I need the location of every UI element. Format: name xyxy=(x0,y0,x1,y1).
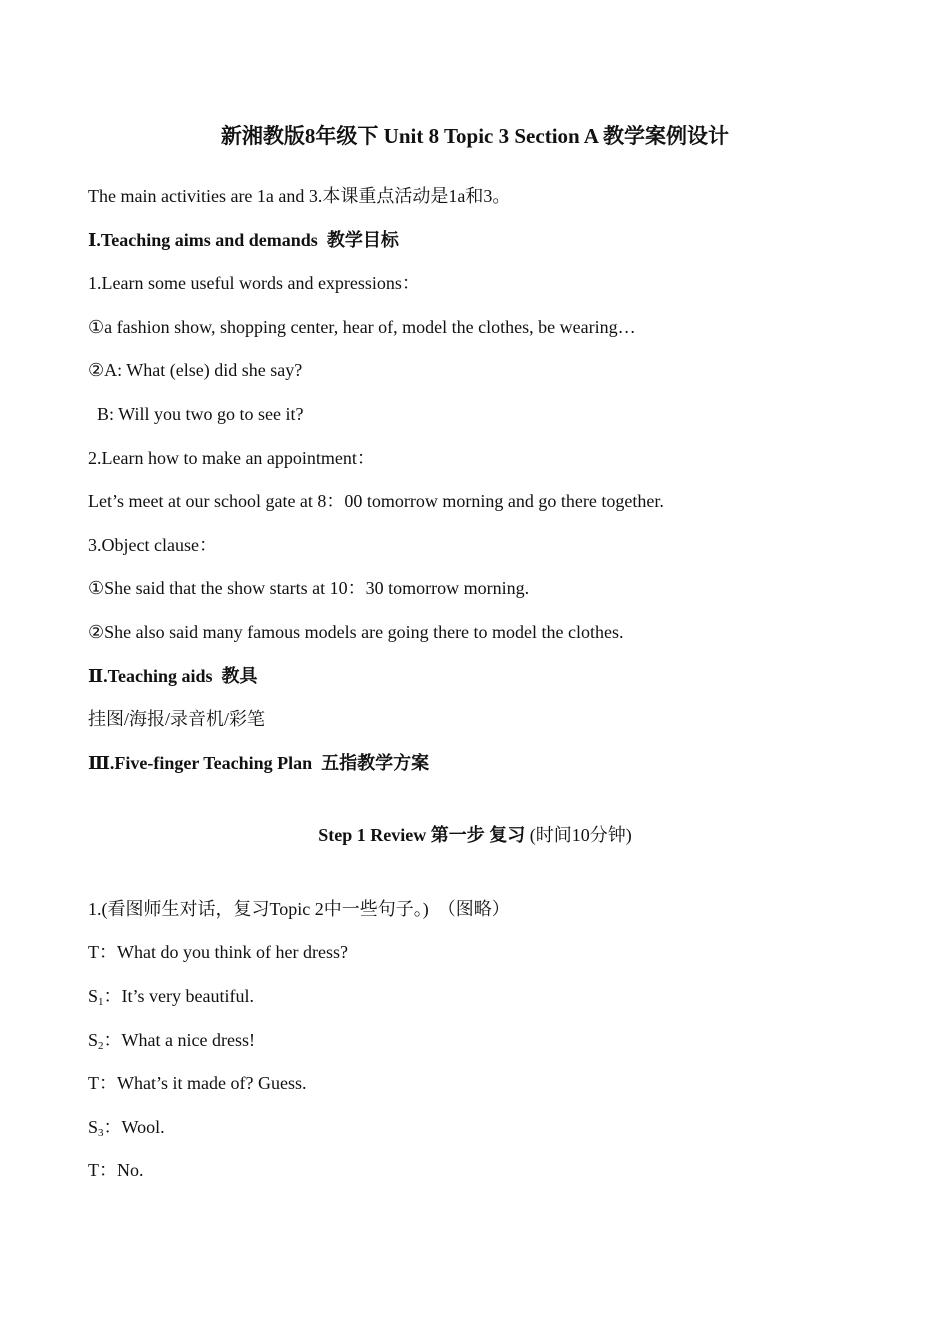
aim-item-2: 2.Learn how to make an appointment： xyxy=(88,448,375,468)
aids-content: 挂图/海报/录音机/彩笔 xyxy=(88,709,266,729)
utterance: ：What a nice dress! xyxy=(103,1030,255,1050)
section-heading-plan: Ⅲ.Five-finger Teaching Plan 五指教学方案 xyxy=(88,753,430,773)
utterance: ：What do you think of her dress? xyxy=(99,942,348,962)
speaker-index: 2 xyxy=(98,1040,104,1052)
utterance: ：It’s very beautiful. xyxy=(103,986,254,1006)
aim-item-3: 3.Object clause： xyxy=(88,535,217,555)
dialogue-line xyxy=(88,1071,306,1101)
aim-item-3b: ②She also said many famous models are going there to model the clothes. xyxy=(88,622,624,642)
intro-text: The main activities are 1a and 3.本课重点活动是1a和3。 xyxy=(88,186,511,206)
speaker-index: 1 xyxy=(98,996,104,1008)
utterance: ：Wool. xyxy=(103,1117,165,1137)
aim-item-2a: Let’s meet at our school gate at 8：00 tomorrow morning and go there together. xyxy=(88,491,664,511)
dialogue-line xyxy=(88,984,254,1014)
section-heading-aims: Ⅰ.Teaching aims and demands 教学目标 xyxy=(88,230,399,250)
utterance: ：What’s it made of? Guess. xyxy=(99,1073,307,1093)
dialogue-line xyxy=(88,1115,165,1145)
aim-item-1: 1.Learn some useful words and expressions： xyxy=(88,273,420,293)
aim-item-3a: ①She said that the show starts at 10：30 tomorrow morning. xyxy=(88,578,530,598)
dialogue-line xyxy=(88,1158,144,1188)
dialogue-line xyxy=(88,1028,255,1058)
utterance: ：No. xyxy=(99,1160,144,1180)
document-title: 新湘教版8年级下 Unit 8 Topic 3 Section A 教学案例设计 xyxy=(220,124,730,148)
speaker: S xyxy=(88,986,99,1006)
section-heading-aids: Ⅱ.Teaching aids 教具 xyxy=(88,666,258,686)
speaker-index: 3 xyxy=(98,1127,104,1139)
speaker: S xyxy=(88,1030,99,1050)
speaker: S xyxy=(88,1117,99,1137)
speaker: T xyxy=(88,942,99,962)
aim-item-1a: ①a fashion show, shopping center, hear of, model the clothes, be wearing… xyxy=(88,317,636,337)
aim-item-1b: ②A: What (else) did she say? xyxy=(88,360,303,380)
step-heading-title: Step 1 Review 第一步 复习 xyxy=(318,825,526,845)
step-heading xyxy=(0,823,950,847)
step-task: 1.(看图师生对话，复习Topic 2中一些句子。) （图略） xyxy=(88,899,510,919)
aim-item-1b-answer: B: Will you two go to see it? xyxy=(88,404,304,424)
speaker: T xyxy=(88,1160,99,1180)
speaker: T xyxy=(88,1073,99,1093)
dialogue-line xyxy=(88,940,348,970)
step-heading-time: (时间10分钟) xyxy=(525,825,632,845)
